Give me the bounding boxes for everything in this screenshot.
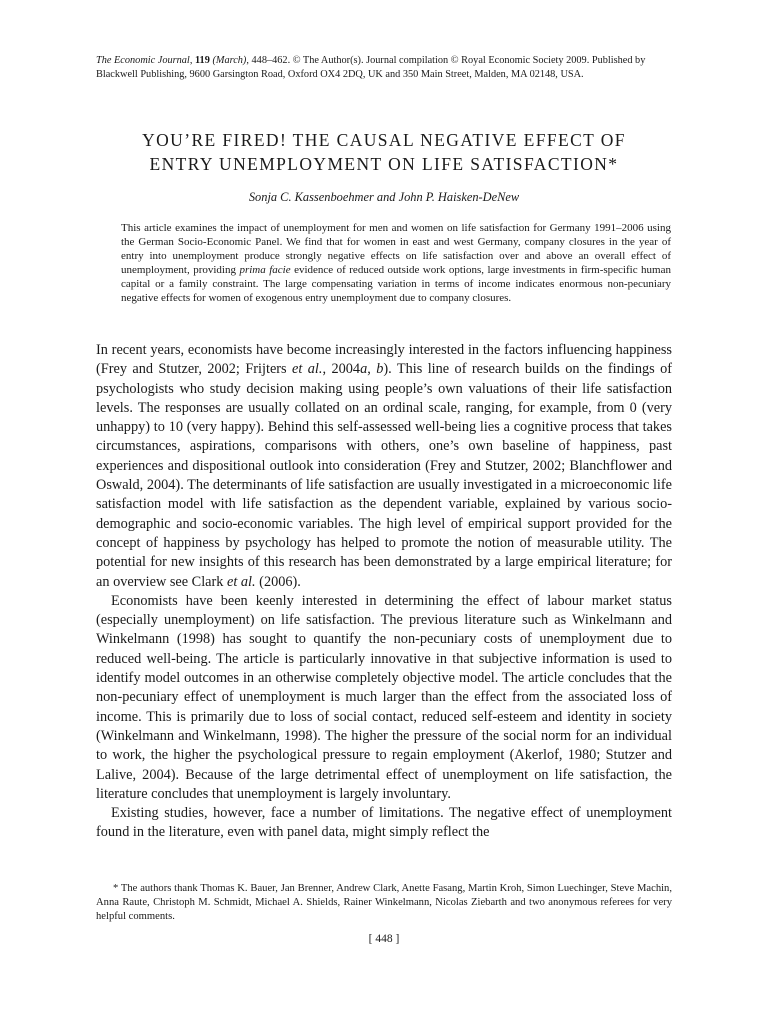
article-authors: Sonja C. Kassenboehmer and John P. Haisken-DeNew [248, 190, 520, 204]
abstract-text-2: evidence of reduced outside work options, large investments in firm-specific human capital or a family constraint. The large compensating variation in terms of income indicates enormous non-pecuniary negative effects for women of exogenous entry unemployment due to company closures. [121, 263, 671, 304]
body-p1-text-i: (2006). [255, 573, 301, 590]
abstract-italic: prima facie [239, 263, 291, 276]
body-p1-text-g: ). This line of research builds on the findings of psychologists who study decision making using people’s own valuations of their life satisfaction levels. The responses are usually collated on an ordinal scale, ranging, for example, from 0 (very unhappy) to 10 (very happy). Behind this self-assessed well-being lies a cognitive process that takes circumstances, aspirations, comparisons with others, one’s own baseline of happiness, past experiences and dispositional outlook into consideration (Frey and Stutzer, 2002; Blanchflower and Oswald, 2004). The determinants of life satisfaction are usually investigated in a microeconomic life satisfaction model with life satisfaction as the dependent variable, explained by various socio-demographic and socio-economic variables. The high level of empirical support provided for the concept of happiness by psychology has helped to promote the notion of measurable utility. The potential for new insights of this research has been demonstrated by a large empirical literature; for an overview see Clark [96, 361, 673, 590]
body-p1-italic-d: a [360, 361, 368, 378]
journal-name: The Economic Journal [96, 55, 190, 66]
footnote-text: * The authors thank Thomas K. Bauer, Jan Brenner, Andrew Clark, Anette Fasang, Martin Kroh, Simon Luechinger, Steve Machin, Anna Raute, Christoph M. Schmidt, Michael A. Shields, Rainer Winkelmann, Nicolas Ziebarth and two anonymous referees for very helpful comments. [96, 883, 672, 922]
journal-issue: (March) [212, 55, 247, 66]
body-p1-text-a: In recent years, economists have become increasingly interested in the factors influencing happiness (Frey and Stutzer, 2002; Frijters [96, 342, 672, 378]
journal-volume: 119 [194, 55, 210, 66]
abstract [121, 222, 671, 305]
journal-header: The Economic Journal, 119 (March), 448–462. © The Author(s). Journal compilation © Royal Economic Society 2009. Published by Blackwell Publishing, 9600 Garsington Road, Oxford OX4 2DQ, UK and 350 Main Street, Malden, MA 02148, USA. [96, 55, 646, 80]
abstract-text-1: This article examines the impact of unemployment for men and women on life satisfaction for Germany 1991–2006 using the German Socio-Economic Panel. We find that for women in east and west Germany, company closures in the year of entry into unemployment produce strongly negative effects on life satisfaction over and above an overall effect of unemployment, providing [121, 222, 671, 276]
body-paragraph-3: Existing studies, however, face a number of limitations. The negative effect of unemployment found in the literature, even with panel data, might simply reflect the [96, 805, 672, 841]
journal-page [96, 0, 672, 1024]
article-title-line-2: ENTRY UNEMPLOYMENT ON LIFE SATISFACTION* [149, 154, 619, 174]
journal-citation: , 448–462. © The Author(s). Journal compilation © Royal Economic Society 2009. Published by Blackwell Publishing, 9600 Garsington Road, Oxford OX4 2DQ, UK and 350 Main Street, Malden, MA 02148, USA. [96, 55, 646, 80]
article-title [96, 128, 672, 176]
article-title-line-1: YOU’RE FIRED! THE CAUSAL NEGATIVE EFFECT OF [142, 130, 626, 150]
footnote [96, 882, 672, 924]
page-number: [ 448 ] [368, 933, 400, 945]
body-p1-text-e: , [367, 361, 377, 378]
body-paragraph-1 [96, 341, 672, 592]
body-paragraph-2: Economists have been keenly interested in determining the effect of labour market status (especially unemployment) on life satisfaction. The previous literature such as Winkelmann and Winkelmann (1998) has sought to quantify the non-pecuniary costs of unemployment due to reduced well-being. The article is particularly innovative in that subjective information is used to identify model outcomes in an otherwise completely objective model. The article concludes that the non-pecuniary effect of unemployment is much larger than the effect from the associated loss of income. This is primarily due to loss of social contact, reduced self-esteem and identity in society (Winkelmann and Winkelmann, 1998). The higher the pressure of the social norm for an individual to work, the higher the psychological pressure to regain employment (Akerlof, 1980; Stutzer and Lalive, 2004). Because of the large detrimental effect of unemployment on life satisfaction, the literature concludes that unemployment is largely involuntary. [96, 592, 672, 802]
body-p1-text-c: , 2004 [322, 361, 361, 378]
body-text [96, 341, 672, 843]
body-p1-italic-b: et al. [292, 361, 323, 378]
body-p1-italic-h: et al. [227, 573, 256, 590]
body-p1-italic-f: b [376, 361, 384, 378]
